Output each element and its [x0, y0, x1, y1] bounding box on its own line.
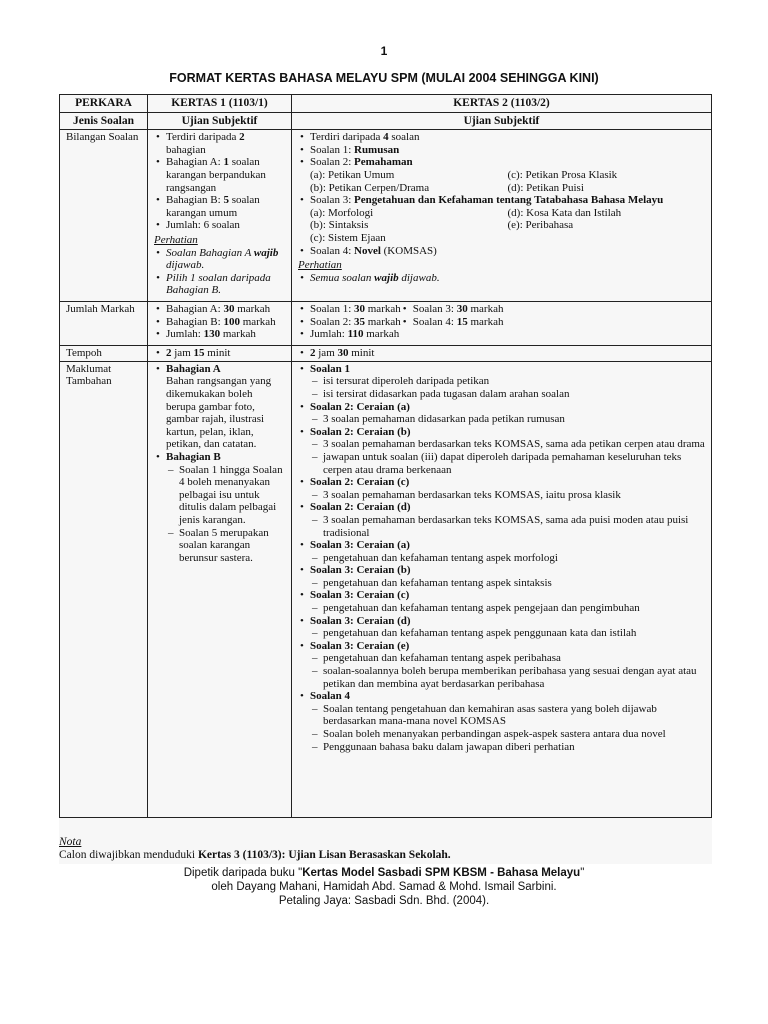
section-heading: Soalan 3: Ceraian (d): [310, 614, 411, 627]
list-item: • Soalan 2: Pemahaman (a): Petikan Umum (c): Petikan Prosa Klasik (b): Petikan Cerpen/Drama (d): Petikan Puisi: [310, 156, 705, 194]
list-item: • Semua soalan wajib dijawab.: [310, 272, 705, 285]
row-label-markah: Jumlah Markah: [60, 302, 148, 346]
list-item: [310, 363, 705, 401]
section-heading: Soalan 3: Ceraian (a): [310, 539, 410, 552]
tempoh-kertas1: [148, 346, 292, 362]
bilangan-kertas1: [148, 130, 292, 302]
list-item: – pengetahuan dan kefahaman tentang aspek sintaksis: [323, 577, 705, 590]
subheader-kertas2-type: Ujian Subjektif: [292, 112, 712, 130]
list-item: – Soalan 1 hingga Soalan 4 boleh menanyakan pelbagai isu untuk ditulis dalam pelbagai jenis karangan.: [179, 464, 285, 527]
list-item: • Soalan 1: Rumusan: [310, 144, 705, 157]
list-item: • 2 jam 15 minit: [166, 347, 285, 360]
list-item: • Soalan 3: 30 markah: [413, 303, 504, 316]
list-item: [310, 476, 705, 501]
row-label-tempoh: Tempoh: [60, 346, 148, 362]
section-heading: Soalan 2: Ceraian (b): [310, 425, 411, 438]
list-item: • Pilih 1 soalan daripada Bahagian B.: [166, 272, 285, 297]
credit-line-book: Dipetik daripada buku "Kertas Model Sasbadi SPM KBSM - Bahasa Melayu": [183, 867, 585, 879]
document-title: FORMAT KERTAS BAHASA MELAYU SPM (MULAI 2004 SEHINGGA KINI): [169, 71, 599, 85]
list-item: – Soalan 5 merupakan soalan karangan berunsur sastera.: [179, 527, 285, 565]
section-heading: Soalan 2: Ceraian (a): [310, 400, 410, 413]
section-heading: Soalan 4: [310, 690, 351, 703]
list-item: • Jumlah: 130 markah: [166, 328, 285, 341]
section-heading: Soalan 3: Ceraian (b): [310, 564, 411, 577]
list-item: • Bahagian A: 1 soalan karangan berpandukan rangsangan: [166, 156, 285, 194]
list-item: • Bahagian A Bahan rangsangan yang dikemukakan boleh berupa gambar foto, gambar rajah, ilustrasi kartun, pelan, iklan, petikan, dan catatan.: [166, 363, 285, 451]
list-item: [310, 539, 705, 564]
list-item: • Terdiri daripada 4 soalan: [310, 131, 705, 144]
list-item: [310, 564, 705, 589]
format-table: [59, 94, 712, 818]
section-heading: Soalan 2: Ceraian (c): [310, 476, 410, 489]
list-item: [310, 640, 705, 690]
list-item: – jawapan untuk soalan (iii) dapat diperoleh daripada pemahaman keseluruhan teks cerpen atau drama berkenaan: [323, 451, 705, 476]
list-item: [310, 401, 705, 426]
credit-line-authors: oleh Dayang Mahani, Hamidah Abd. Samad & Mohd. Ismail Sarbini.: [211, 881, 557, 893]
list-item: – pengetahuan dan kefahaman tentang aspek peribahasa: [323, 652, 705, 665]
bilangan-kertas2: [292, 130, 712, 302]
list-item: • Soalan 4: 15 markah: [413, 316, 504, 329]
list-item: – isi tersirat didasarkan pada tugasan dalam arahan soalan: [323, 388, 705, 401]
list-item: – 3 soalan pemahaman berdasarkan teks KOMSAS, sama ada petikan cerpen atau drama: [323, 438, 705, 451]
maklumat-kertas2: [292, 361, 712, 817]
table-subheader-row: [60, 112, 712, 130]
nota-label: Nota: [59, 836, 82, 848]
section-heading: Soalan 3: Ceraian (c): [310, 589, 410, 602]
list-item: – soalan-soalannya boleh berupa memberikan peribahasa yang sesuai dengan ayat atau petikan dan membina ayat berdasarkan peribahasa: [323, 665, 705, 690]
credit-line-publisher: Petaling Jaya: Sasbadi Sdn. Bhd. (2004).: [278, 895, 490, 907]
section-heading: Soalan 3: Ceraian (e): [310, 639, 410, 652]
table-row: [60, 361, 712, 817]
perhatian-label: Perhatian: [154, 233, 198, 246]
header-kertas2: KERTAS 2 (1103/2): [292, 95, 712, 113]
list-item: – Soalan boleh menanyakan perbandingan aspek-aspek sastera antara dua novel: [323, 728, 705, 741]
markah-kertas1: [148, 302, 292, 346]
list-item: [310, 589, 705, 614]
tempoh-kertas2: [292, 346, 712, 362]
table-row: [60, 302, 712, 346]
section-heading: Soalan 1: [310, 362, 351, 375]
list-item: • Jumlah: 110 markah: [310, 328, 401, 341]
source-credits: [0, 866, 768, 908]
header-kertas1: KERTAS 1 (1103/1): [148, 95, 292, 113]
list-item: • Jumlah: 6 soalan: [166, 219, 285, 232]
subheader-jenis-soalan: Jenis Soalan: [60, 112, 148, 130]
section-heading: Soalan 2: Ceraian (d): [310, 501, 411, 514]
list-item: • Soalan Bahagian A wajib dijawab.: [166, 247, 285, 272]
markah-kertas2: [292, 302, 712, 346]
list-item: – pengetahuan dan kefahaman tentang aspek morfologi: [323, 552, 705, 565]
list-item: – 3 soalan pemahaman berdasarkan teks KOMSAS, sama ada puisi moden atau puisi tradisional: [323, 514, 705, 539]
row-label-maklumat: Maklumat Tambahan: [60, 361, 148, 817]
list-item: – pengetahuan dan kefahaman tentang aspek penggunaan kata dan istilah: [323, 627, 705, 640]
table-header-row: [60, 95, 712, 113]
table-row: [60, 130, 712, 302]
list-item: • Bahagian A: 30 markah: [166, 303, 285, 316]
list-item: • Soalan 2: 35 markah: [310, 316, 401, 329]
row-label-bilangan: Bilangan Soalan: [60, 130, 148, 302]
table-row: [60, 346, 712, 362]
subheader-kertas1-type: Ujian Subjektif: [148, 112, 292, 130]
list-item: [310, 501, 705, 539]
list-item: • Soalan 4: Novel (KOMSAS): [310, 245, 705, 258]
header-perkara: PERKARA: [60, 95, 148, 113]
list-item: • Bahagian B: 100 markah: [166, 316, 285, 329]
list-item: – Penggunaan bahasa baku dalam jawapan diberi perhatian: [323, 741, 705, 754]
list-item: • Soalan 1: 30 markah: [310, 303, 401, 316]
page-number: 1: [380, 44, 388, 58]
list-item: • Bahagian B – Soalan 1 hingga Soalan 4 boleh menanyakan pelbagai isu untuk ditulis dalam pelbagai jenis karangan. – Soalan 5 merupakan soalan karangan berunsur sastera.: [166, 451, 285, 564]
list-item: • Terdiri daripada 2 bahagian: [166, 131, 285, 156]
list-item: – Soalan tentang pengetahuan dan kemahiran asas sastera yang boleh dijawab berdasarkan mana-mana novel KOMSAS: [323, 703, 705, 728]
list-item: – pengetahuan dan kefahaman tentang aspek pengejaan dan pengimbuhan: [323, 602, 705, 615]
list-item: • Soalan 3: Pengetahuan dan Kefahaman tentang Tatabahasa Bahasa Melayu (a): Morfologi (d): Kosa Kata dan Istilah (b): Sintaksis (e): Peribahasa (c): Sistem Ejaan: [310, 194, 705, 244]
maklumat-kertas1: [148, 361, 292, 817]
list-item: • Bahagian B: 5 soalan karangan umum: [166, 194, 285, 219]
list-item: [310, 690, 705, 753]
perhatian-label: Perhatian: [298, 259, 342, 272]
list-item: [310, 615, 705, 640]
format-table-scan: [59, 94, 712, 864]
list-item: • 2 jam 30 minit: [310, 347, 705, 360]
list-item: – 3 soalan pemahaman berdasarkan teks KOMSAS, iaitu prosa klasik: [323, 489, 705, 502]
list-item: – 3 soalan pemahaman didasarkan pada petikan rumusan: [323, 413, 705, 426]
list-item: [310, 426, 705, 476]
nota-text: Calon diwajibkan menduduki Kertas 3 (1103/3): Ujian Lisan Berasaskan Sekolah.: [59, 849, 451, 861]
list-item: – isi tersurat diperoleh daripada petikan: [323, 375, 705, 388]
